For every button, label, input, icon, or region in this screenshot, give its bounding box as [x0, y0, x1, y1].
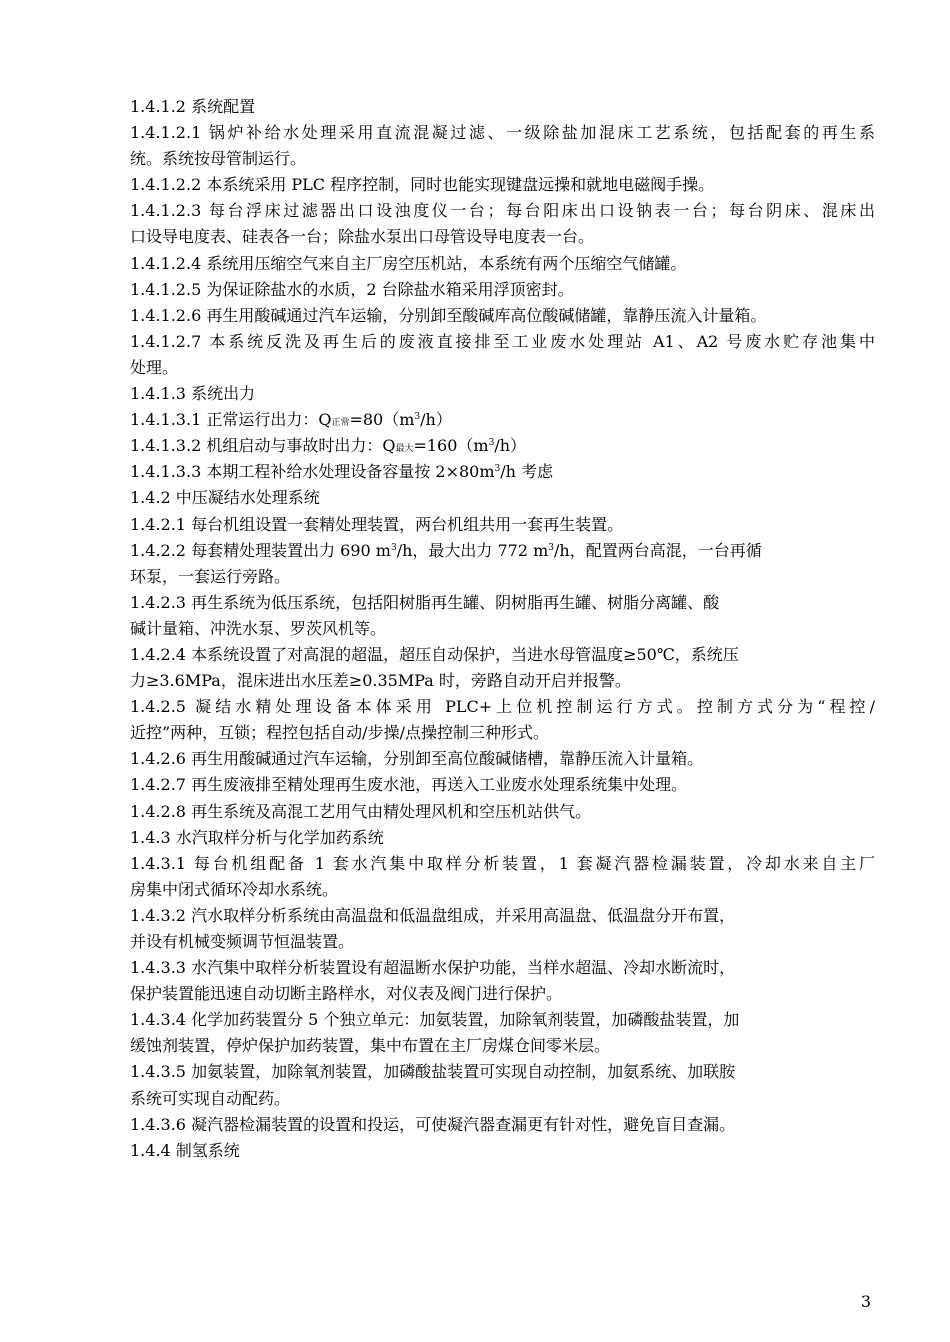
paragraph-line: 1.4.3.3 水汽集中取样分析装置设有超温断水保护功能，当样水超温、冷却水断流时，	[130, 958, 736, 978]
text-run: /h，配置两台高混，一台再循	[554, 540, 762, 560]
subscript: 最大	[395, 444, 414, 455]
superscript: 3	[488, 438, 495, 449]
superscript: 3	[390, 542, 397, 553]
paragraph-line: 1.4.3.1 每台机组配备 1 套水汽集中取样分析装置，1 套凝汽器检漏装置，冷却水来自主厂	[130, 853, 875, 873]
paragraph-line: 1.4.1.2.1 锅炉补给水处理采用直流混凝过滤、一级除盐加混床工艺系统，包括配套的再生系	[130, 123, 875, 143]
paragraph-line: 1.4.1.2.6 再生用酸碱通过汽车运输，分别卸至酸碱库高位酸碱储罐，靠静压流入计量箱。	[130, 305, 767, 325]
section-heading-1-4-2: 1.4.2 中压凝结水处理系统	[130, 488, 320, 508]
paragraph-line: 1.4.2.4 本系统设置了对高混的超温，超压自动保护，当进水母管温度≥50℃，系统压	[130, 644, 739, 664]
text-run: 1.4.1.3.3 本期工程补给水处理设备容量按 2×80m	[130, 462, 495, 482]
paragraph-line: 力≥3.6MPa，混床进出水压差≥0.35MPa 时，旁路自动开启并报警。	[130, 671, 631, 691]
paragraph-line: 1.4.3.6 凝汽器检漏装置的设置和投运，可使凝汽器查漏更有针对性，避免盲目查漏。	[130, 1114, 736, 1134]
text-run: =80（m	[349, 410, 415, 430]
paragraph-line: 1.4.2.6 再生用酸碱通过汽车运输，分别卸至高位酸碱储槽，靠静压流入计量箱。	[130, 749, 704, 769]
paragraph-line: 处理。	[130, 357, 179, 377]
paragraph-line: 并设有机械变频调节恒温装置。	[130, 932, 355, 951]
paragraph-line: 房集中闭式循环冷却水系统。	[130, 879, 339, 899]
section-heading-1-4-1-3: 1.4.1.3 系统出力	[130, 384, 256, 404]
paragraph-line: 1.4.2.5 凝结水精处理设备本体采用 PLC+上位机控制运行方式。控制方式分为“程控/	[130, 697, 875, 717]
paragraph-line: 1.4.1.2.4 系统用压缩空气来自主厂房空压机站，本系统有两个压缩空气储罐。	[130, 253, 687, 273]
text-run: 1.4.1.3.2 机组启动与事故时出力：Q	[130, 436, 396, 456]
section-heading-1-4-3: 1.4.3 水汽取样分析与化学加药系统	[130, 827, 384, 847]
text-run: 1.4.1.3.1 正常运行出力：Q	[130, 410, 332, 430]
paragraph-line: 近控”两种，互锁；程控包括自动/步操/点操控制三种形式。	[130, 723, 549, 743]
text-run: /h，最大出力 772 m	[396, 540, 549, 560]
text-run: /h 考虑	[500, 462, 554, 482]
paragraph-line: 碱计量箱、冲洗水泵、罗茨风机等。	[130, 618, 387, 638]
paragraph-line: 1.4.2.7 再生废液排至精处理再生废水池，再送入工业废水处理系统集中处理。	[130, 775, 688, 795]
paragraph-line: 1.4.1.2.7 本系统反洗及再生后的废液直接排至工业废水处理站 A1、A2 号废水贮存池集中	[130, 331, 875, 351]
paragraph-line: 系统可实现自动配药。	[130, 1088, 291, 1108]
paragraph-line: 环泵，一套运行旁路。	[130, 566, 291, 586]
text-run: /h）	[420, 410, 452, 430]
section-heading-1-4-1-2: 1.4.1.2 系统配置	[130, 97, 256, 116]
text-run: /h）	[494, 436, 527, 456]
paragraph-line: 1.4.1.2.5 为保证除盐水的水质，2 台除盐水箱采用浮顶密封。	[130, 279, 574, 299]
paragraph-line: 1.4.3.2 汽水取样分析系统由高温盘和低温盘组成，并采用高温盘、低温盘分开布置，	[130, 905, 736, 925]
paragraph-line	[130, 538, 875, 564]
paragraph-line: 缓蚀剂装置，停炉保护加药装置，集中布置在主厂房煤仓间零米层。	[130, 1036, 611, 1056]
superscript: 3	[548, 542, 555, 553]
document-body	[130, 94, 875, 1164]
paragraph-line: 1.4.3.5 加氨装置，加除氧剂装置，加磷酸盐装置可实现自动控制，加氨系统、加联胺	[130, 1062, 736, 1082]
paragraph-line: 1.4.3.4 化学加药装置分 5 个独立单元：加氨装置，加除氧剂装置，加磷酸盐装置，加	[130, 1010, 740, 1030]
page-number: 3	[860, 1292, 871, 1311]
paragraph-line: 1.4.1.2.2 本系统采用 PLC 程序控制，同时也能实现键盘远操和就地电磁阀手操。	[130, 175, 715, 195]
paragraph-line	[130, 433, 875, 459]
superscript: 3	[494, 464, 501, 475]
paragraph-line: 1.4.2.3 再生系统为低压系统，包括阳树脂再生罐、阴树脂再生罐、树脂分离罐、酸	[130, 592, 720, 612]
section-heading-1-4-4: 1.4.4 制氢系统	[130, 1140, 240, 1160]
text-run: 1.4.2.2 每套精处理装置出力 690 m	[130, 540, 391, 560]
paragraph-line: 1.4.1.2.3 每台浮床过滤器出口设浊度仪一台；每台阳床出口设钠表一台；每台阴床、混床出	[130, 201, 875, 221]
subscript: 正常	[331, 418, 350, 429]
paragraph-line	[130, 407, 875, 433]
superscript: 3	[414, 412, 421, 423]
paragraph-line: 口设导电度表、硅表各一台；除盐水泵出口母管设导电度表一台。	[130, 227, 595, 247]
paragraph-line: 保护装置能迅速自动切断主路样水，对仪表及阀门进行保护。	[130, 984, 563, 1004]
paragraph-line	[130, 459, 875, 485]
paragraph-line: 1.4.2.1 每台机组设置一套精处理装置，两台机组共用一套再生装置。	[130, 514, 624, 534]
text-run: =160（m	[413, 436, 489, 456]
paragraph-line: 1.4.2.8 再生系统及高混工艺用气由精处理风机和空压机站供气。	[130, 801, 592, 821]
paragraph-line: 统。系统按母管制运行。	[130, 149, 307, 169]
